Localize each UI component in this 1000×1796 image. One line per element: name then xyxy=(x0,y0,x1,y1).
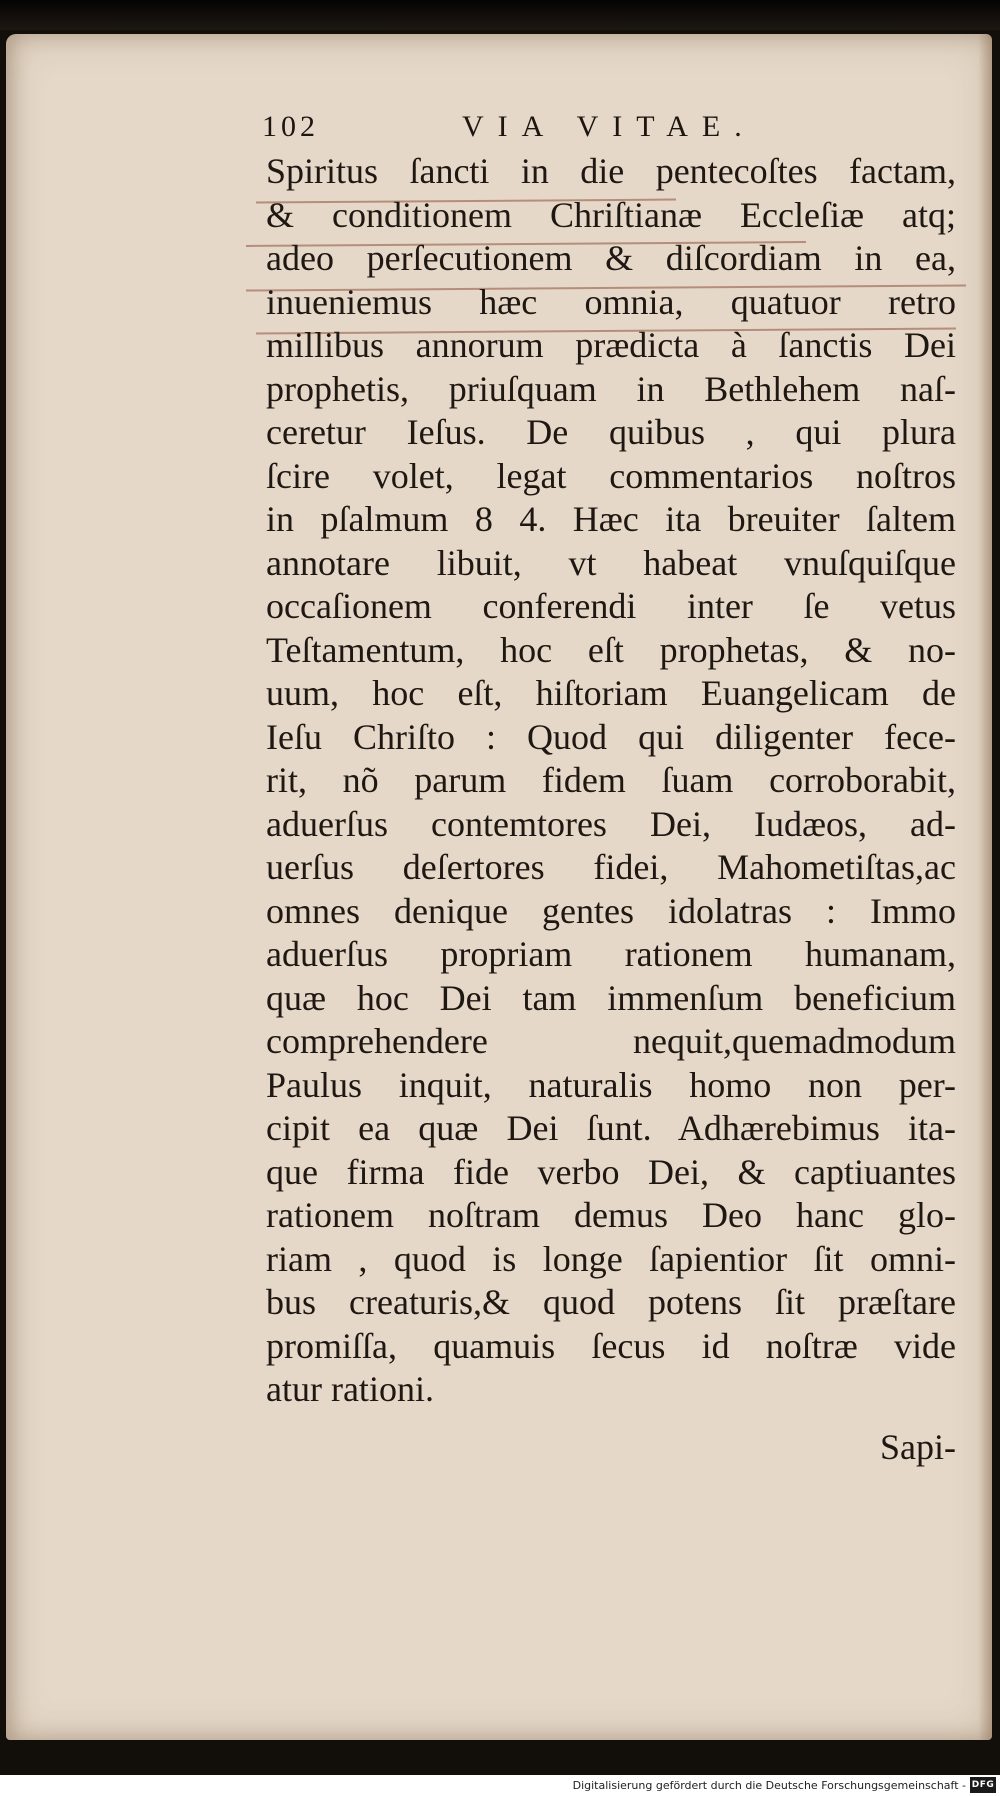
book-top-edge xyxy=(0,0,1000,30)
page-number: 102 xyxy=(262,110,319,143)
page-gutter-shadow xyxy=(978,34,992,1740)
text-line: Ieſu Chriſto : Quod qui diligenter fece- xyxy=(266,716,956,757)
text-line: rationem noſtram demus Deo hanc glo- xyxy=(266,1195,956,1235)
body-text xyxy=(266,150,956,1412)
text-line: aduerſus propriam rationem humanam, xyxy=(266,934,956,974)
dfg-logo: DFG xyxy=(970,1777,996,1793)
text-line: in pſalmum 8 4. Hæc ita breuiter ſaltem xyxy=(266,499,956,539)
running-title: VIA VITAE. xyxy=(462,110,756,143)
text-line: Spiritus ſancti in die pentecoſtes factam, xyxy=(266,151,956,191)
text-line: omnes denique gentes idolatras : Immo xyxy=(266,890,956,931)
text-line: ſcire volet, legat commentarios noſtros xyxy=(266,455,956,496)
text-line: uum, hoc eſt, hiſtoriam Euangelicam de xyxy=(266,673,956,713)
text-line: millibus annorum prædicta à ſanctis Dei xyxy=(266,325,956,365)
text-line: Teſtamentum, hoc eſt prophetas, & no- xyxy=(266,629,956,670)
catchword: Sapi- xyxy=(880,1427,956,1467)
text-line: & conditionem Chriſtianæ Eccleſiæ atq; xyxy=(266,194,956,235)
text-line: promiſſa, quamuis ſecus id noſtræ vide xyxy=(266,1325,956,1366)
text-line: quæ hoc Dei tam immenſum beneficium xyxy=(266,977,956,1018)
text-line: rit, nõ parum fidem ſuam corroborabit, xyxy=(266,760,956,800)
digitization-credit: Digitalisierung gefördert durch die Deutsche Forschungsgemeinschaft - xyxy=(572,1779,966,1792)
text-line: bus creaturis,& quod potens ſit præſtare xyxy=(266,1282,956,1322)
running-header xyxy=(262,110,862,144)
text-line: ceretur Ieſus. De quibus , qui plura xyxy=(266,412,956,452)
text-line: cipit ea quæ Dei ſunt. Adhærebimus ita- xyxy=(266,1108,956,1148)
text-line: Paulus inquit, naturalis homo non per- xyxy=(266,1064,956,1105)
text-line: uerſus deſertores fidei, Mahometiſtas,ac xyxy=(266,847,956,887)
text-line: atur rationi. xyxy=(266,1369,434,1409)
text-line: adeo perſecutionem & diſcordiam in ea, xyxy=(266,238,956,278)
text-line: riam , quod is longe ſapientior ſit omni- xyxy=(266,1238,956,1279)
text-line: annotare libuit, vt habeat vnuſquiſque xyxy=(266,542,956,583)
text-line: inueniemus hæc omnia, quatuor retro xyxy=(266,281,956,322)
text-line: aduerſus contemtores Dei, Iudæos, ad- xyxy=(266,803,956,844)
text-line: prophetis, priuſquam in Bethlehem naſ- xyxy=(266,368,956,409)
text-line: occaſionem conferendi inter ſe vetus xyxy=(266,586,956,626)
text-line: comprehendere nequit,quemadmodum xyxy=(266,1021,956,1061)
text-line: que firma fide verbo Dei, & captiuantes xyxy=(266,1151,956,1192)
